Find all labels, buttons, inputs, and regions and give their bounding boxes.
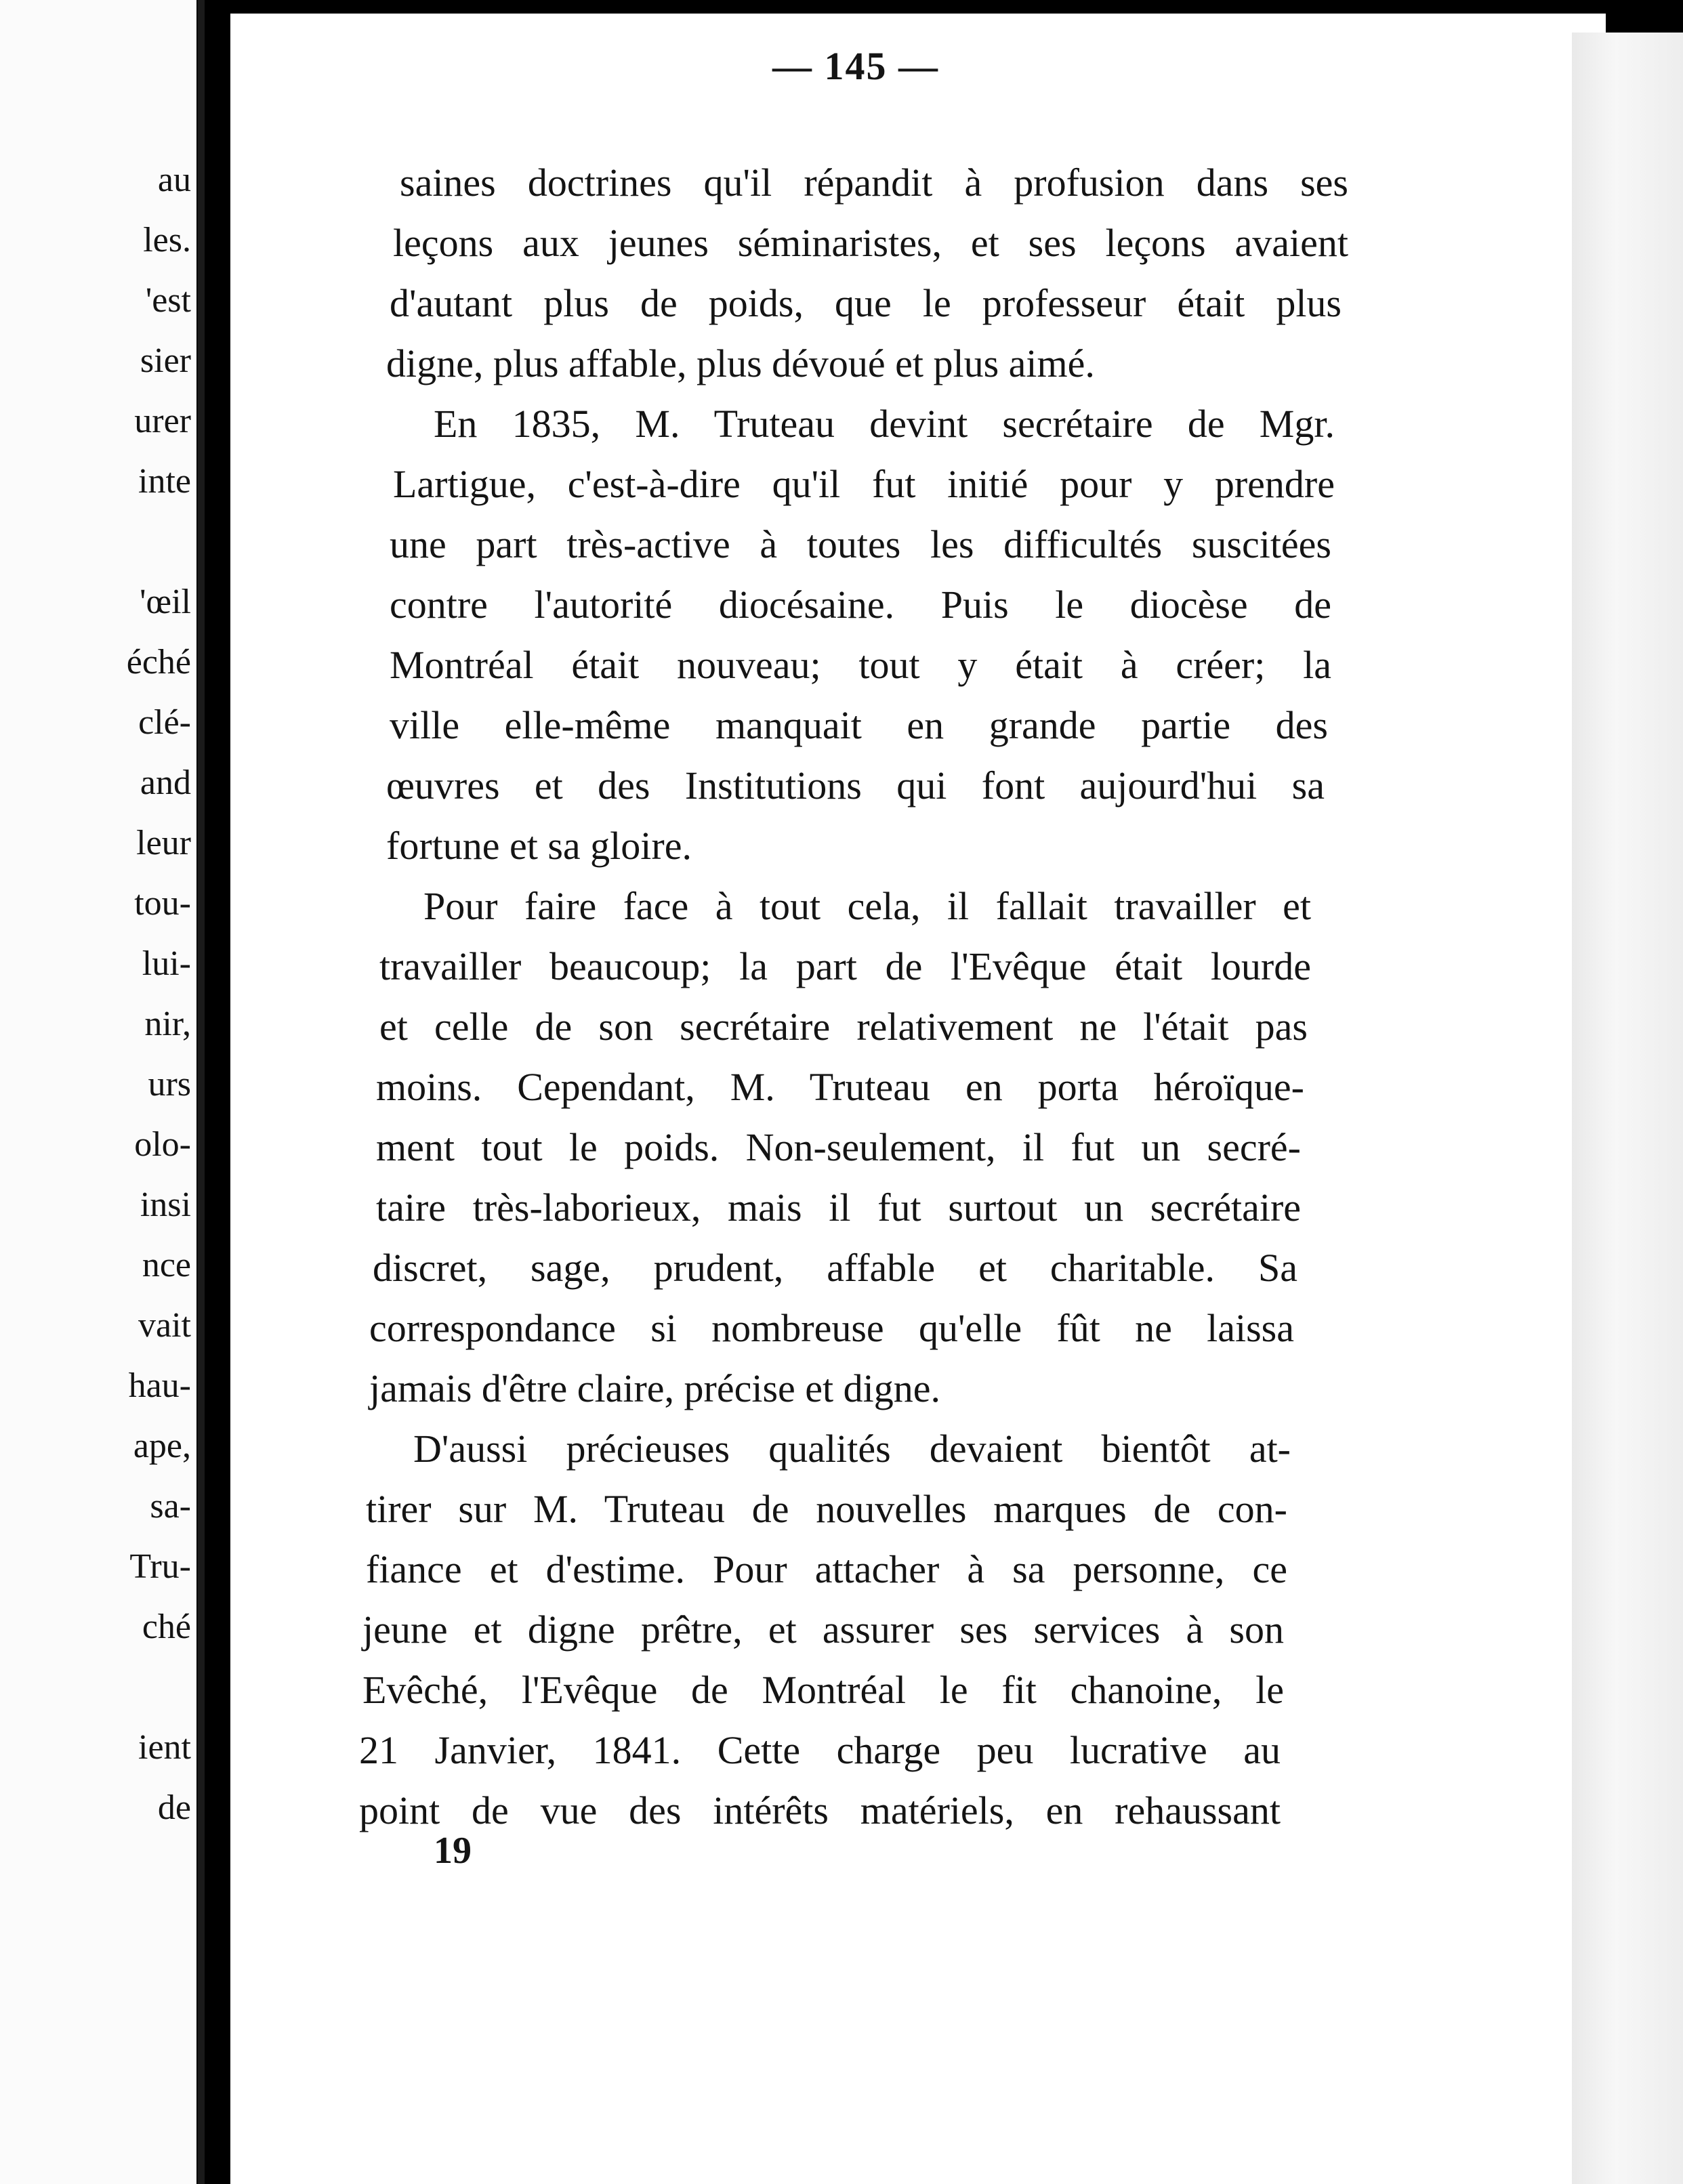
text-line: saines doctrines qu'il répandit à profusion dans ses — [400, 161, 1348, 205]
left-fragment: nce — [142, 1246, 191, 1284]
left-fragment: nir, — [144, 1005, 191, 1043]
text-line: œuvres et des Institutions qui font aujourd'hui sa — [386, 763, 1325, 807]
left-fragment: urs — [148, 1065, 191, 1104]
left-fragment: ché — [142, 1608, 191, 1646]
text-line: taire très-laborieux, mais il fut surtout un secrétaire — [376, 1185, 1301, 1230]
left-fragment: au — [157, 161, 191, 199]
text-line: tirer sur M. Truteau de nouvelles marques de con- — [366, 1487, 1287, 1531]
text-line: correspondance si nombreuse qu'elle fût ne laissa — [369, 1306, 1294, 1350]
text-line: Lartigue, c'est-à-dire qu'il fut initié pour y prendre — [393, 462, 1335, 506]
left-fragment: olo- — [134, 1125, 191, 1164]
page-number: — 145 — — [772, 44, 939, 88]
left-fragment: and — [140, 763, 191, 802]
text-line: contre l'autorité diocésaine. Puis le diocèse de — [390, 583, 1331, 627]
text-line: En 1835, M. Truteau devint secrétaire de Mgr. — [434, 402, 1335, 446]
left-fragment: Tru- — [129, 1547, 191, 1586]
text-line: moins. Cependant, M. Truteau en porta héroïque- — [376, 1065, 1304, 1109]
text-line: Pour faire face à tout cela, il fallait travailler et — [423, 884, 1311, 928]
text-line: leçons aux jeunes séminaristes, et ses leçons avaient — [393, 221, 1348, 265]
text-line: d'autant plus de poids, que le professeur était plus — [390, 281, 1342, 325]
text-line: ville elle-même manquait en grande partie des — [390, 703, 1328, 747]
left-page-edge — [0, 0, 196, 2184]
left-fragment: tou- — [134, 884, 191, 923]
left-fragment: insi — [140, 1185, 191, 1224]
left-fragment: lui- — [142, 944, 191, 983]
text-line: jamais d'être claire, précise et digne. — [369, 1366, 940, 1410]
left-fragment: de — [157, 1788, 191, 1827]
text-line: D'aussi précieuses qualités devaient bientôt at- — [413, 1427, 1291, 1471]
text-line: digne, plus affable, plus dévoué et plus aimé. — [386, 341, 1095, 385]
left-fragment: ape, — [133, 1427, 191, 1465]
left-fragment: sa- — [150, 1487, 191, 1526]
text-line: et celle de son secrétaire relativement ne l'était pas — [379, 1005, 1308, 1049]
left-fragment: leur — [136, 824, 191, 862]
text-line: 21 Janvier, 1841. Cette charge peu lucrative au — [359, 1728, 1281, 1772]
left-fragment: hau- — [128, 1366, 191, 1405]
left-fragment: clé- — [138, 703, 191, 742]
text-line: jeune et digne prêtre, et assurer ses services à son — [362, 1608, 1284, 1652]
left-fragment: sier — [140, 341, 191, 380]
left-fragment: ient — [138, 1728, 191, 1767]
text-line: Montréal était nouveau; tout y était à créer; la — [390, 643, 1331, 687]
text-line: point de vue des intérêts matériels, en rehaussant — [359, 1788, 1281, 1832]
left-fragment: inte — [138, 462, 191, 501]
left-fragment: 'est — [145, 281, 191, 320]
signature-mark: 19 — [434, 1830, 472, 1872]
page-edge-shadow — [1572, 33, 1683, 2184]
text-line: ment tout le poids. Non-seulement, il fut un secré- — [376, 1125, 1301, 1169]
text-line: travailler beaucoup; la part de l'Evêque était lourde — [379, 944, 1311, 988]
text-line: fiance et d'estime. Pour attacher à sa personne, ce — [366, 1547, 1287, 1591]
text-line: Evêché, l'Evêque de Montréal le fit chanoine, le — [362, 1668, 1284, 1712]
body-text — [359, 152, 1348, 1841]
book-gutter — [198, 0, 205, 2184]
left-fragment: les. — [143, 221, 191, 259]
left-fragment: urer — [134, 402, 191, 440]
text-line: discret, sage, prudent, affable et charitable. Sa — [373, 1246, 1297, 1290]
left-fragment: 'œil — [140, 583, 191, 621]
text-line: fortune et sa gloire. — [386, 824, 692, 868]
left-fragment: éché — [126, 643, 191, 681]
left-fragment: vait — [138, 1306, 191, 1345]
text-line: une part très-active à toutes les difficultés suscitées — [390, 522, 1331, 566]
